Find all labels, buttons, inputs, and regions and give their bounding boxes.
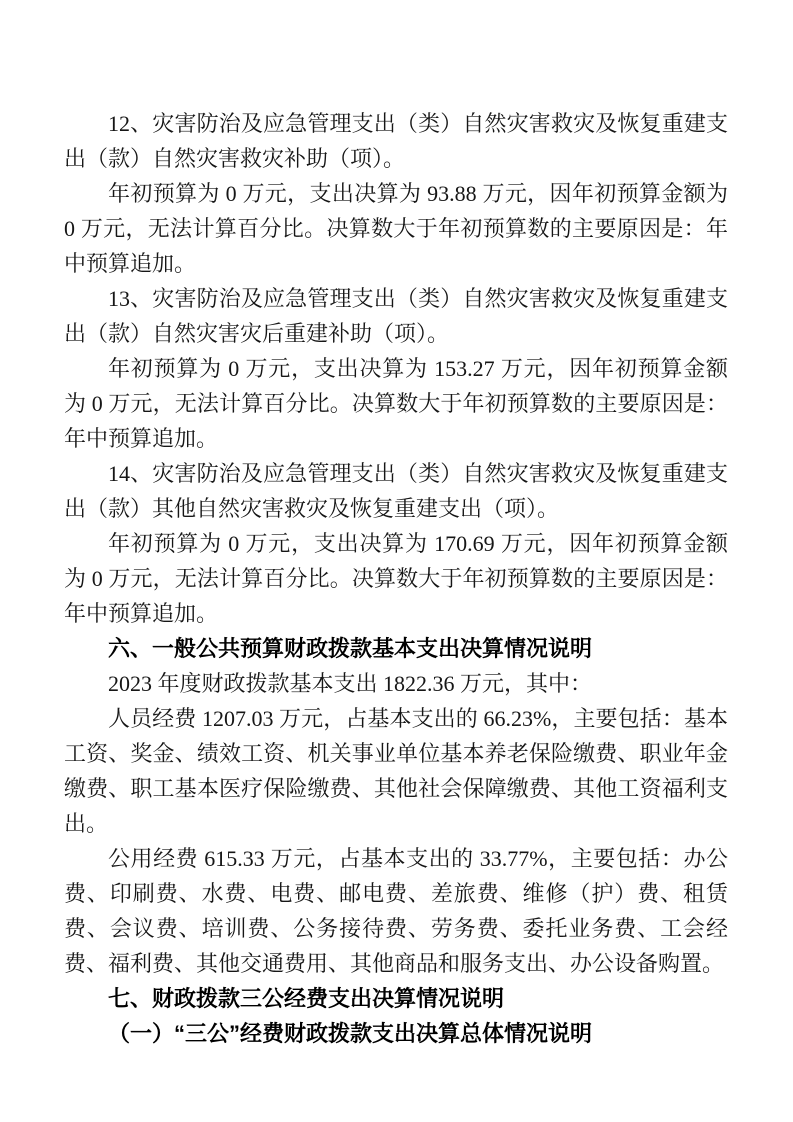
para-item-12-budget-note: 年初预算为 0 万元，支出决算为 93.88 万元，因年初预算金额为 0 万元，无法计算百分比。决算数大于年初预算数的主要原因是：年中预算追加。 — [64, 181, 728, 276]
para-item-14-title: 14、灾害防治及应急管理支出（类）自然灾害救灾及恢复重建支出（款）其他自然灾害救灾及恢复重建支出（项）。 — [64, 461, 728, 521]
para-public-funds: 公用经费 615.33 万元，占基本支出的 33.77%，主要包括：办公费、印刷费、水费、电费、邮电费、差旅费、维修（护）费、租赁费、会议费、培训费、公务接待费、劳务费、委托业务费、工会经费、福利费、其他交通费用、其他商品和服务支出、办公设备购置。 — [64, 846, 728, 976]
para-basic-expenditure-total: 2023 年度财政拨款基本支出 1822.36 万元，其中： — [108, 671, 593, 696]
para-item-13-budget-note: 年初预算为 0 万元，支出决算为 153.27 万元，因年初预算金额为 0 万元，无法计算百分比。决算数大于年初预算数的主要原因是：年中预算追加。 — [64, 356, 728, 451]
para-item-13-title: 13、灾害防治及应急管理支出（类）自然灾害救灾及恢复重建支出（款）自然灾害灾后重建补助（项）。 — [64, 286, 728, 346]
para-personnel-funds: 人员经费 1207.03 万元，占基本支出的 66.23%，主要包括：基本工资、奖金、绩效工资、机关事业单位基本养老保险缴费、职业年金缴费、职工基本医疗保险缴费、其他社会保障缴费、其他工资福利支出。 — [64, 706, 728, 836]
heading-section-7-1: （一）“三公”经费财政拨款支出决算总体情况说明 — [108, 1021, 593, 1046]
para-item-12-title: 12、灾害防治及应急管理支出（类）自然灾害救灾及恢复重建支出（款）自然灾害救灾补助（项）。 — [64, 111, 728, 171]
para-item-14-budget-note: 年初预算为 0 万元，支出决算为 170.69 万元，因年初预算金额为 0 万元，无法计算百分比。决算数大于年初预算数的主要原因是：年中预算追加。 — [64, 531, 728, 626]
heading-section-7: 七、财政拨款三公经费支出决算情况说明 — [108, 986, 505, 1011]
heading-section-6: 六、一般公共预算财政拨款基本支出决算情况说明 — [108, 636, 593, 661]
